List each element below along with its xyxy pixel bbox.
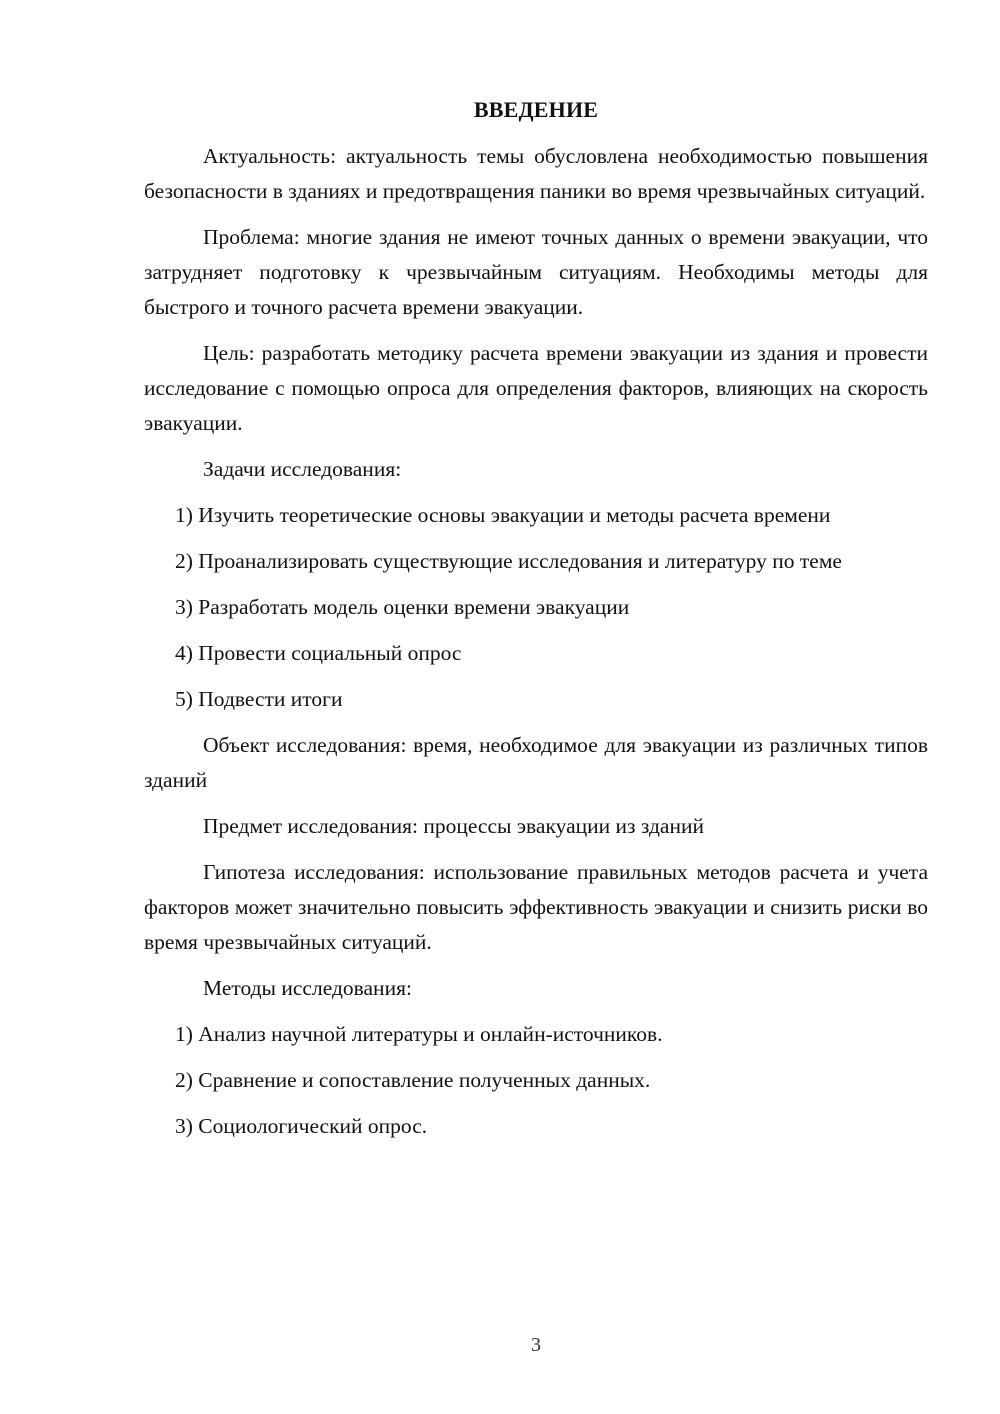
task-item-1: 1) Изучить теоретические основы эвакуации и методы расчета времени bbox=[175, 503, 831, 527]
method-item-3: 3) Социологический опрос. bbox=[175, 1114, 428, 1138]
task-item-5: 5) Подвести итоги bbox=[175, 687, 343, 711]
document-body bbox=[144, 95, 928, 1155]
section-title: ВВЕДЕНИЕ bbox=[473, 97, 599, 122]
task-item-3: 3) Разработать модель оценки времени эвакуации bbox=[175, 595, 630, 619]
research-subject-paragraph: Предмет исследования: процессы эвакуации из зданий bbox=[203, 814, 704, 838]
goal-paragraph: Цель: разработать методику расчета времени эвакуации из здания и провести исследование с помощью опроса для определения факторов, влияющих на скорость эвакуации. bbox=[144, 341, 928, 435]
hypothesis-paragraph: Гипотеза исследования: использование правильных методов расчета и учета факторов может значительно повысить эффективность эвакуации и снизить риски во время чрезвычайных ситуаций. bbox=[144, 860, 928, 954]
methods-heading: Методы исследования: bbox=[203, 976, 412, 1000]
relevance-paragraph: Актуальность: актуальность темы обусловлена необходимостью повышения безопасности в зданиях и предотвращения паники во время чрезвычайных ситуаций. bbox=[144, 144, 928, 203]
task-item-2: 2) Проанализировать существующие исследования и литературу по теме bbox=[175, 549, 842, 573]
page-number: 3 bbox=[531, 1334, 541, 1356]
problem-paragraph: Проблема: многие здания не имеют точных данных о времени эвакуации, что затрудняет подготовку к чрезвычайным ситуациям. Необходимы методы для быстрого и точного расчета времени эвакуации. bbox=[144, 225, 928, 319]
research-object-paragraph: Объект исследования: время, необходимое для эвакуации из различных типов зданий bbox=[144, 733, 928, 792]
task-item-4: 4) Провести социальный опрос bbox=[175, 641, 462, 665]
method-item-2: 2) Сравнение и сопоставление полученных данных. bbox=[175, 1068, 651, 1092]
tasks-heading: Задачи исследования: bbox=[203, 457, 402, 481]
method-item-1: 1) Анализ научной литературы и онлайн-источников. bbox=[175, 1022, 663, 1046]
